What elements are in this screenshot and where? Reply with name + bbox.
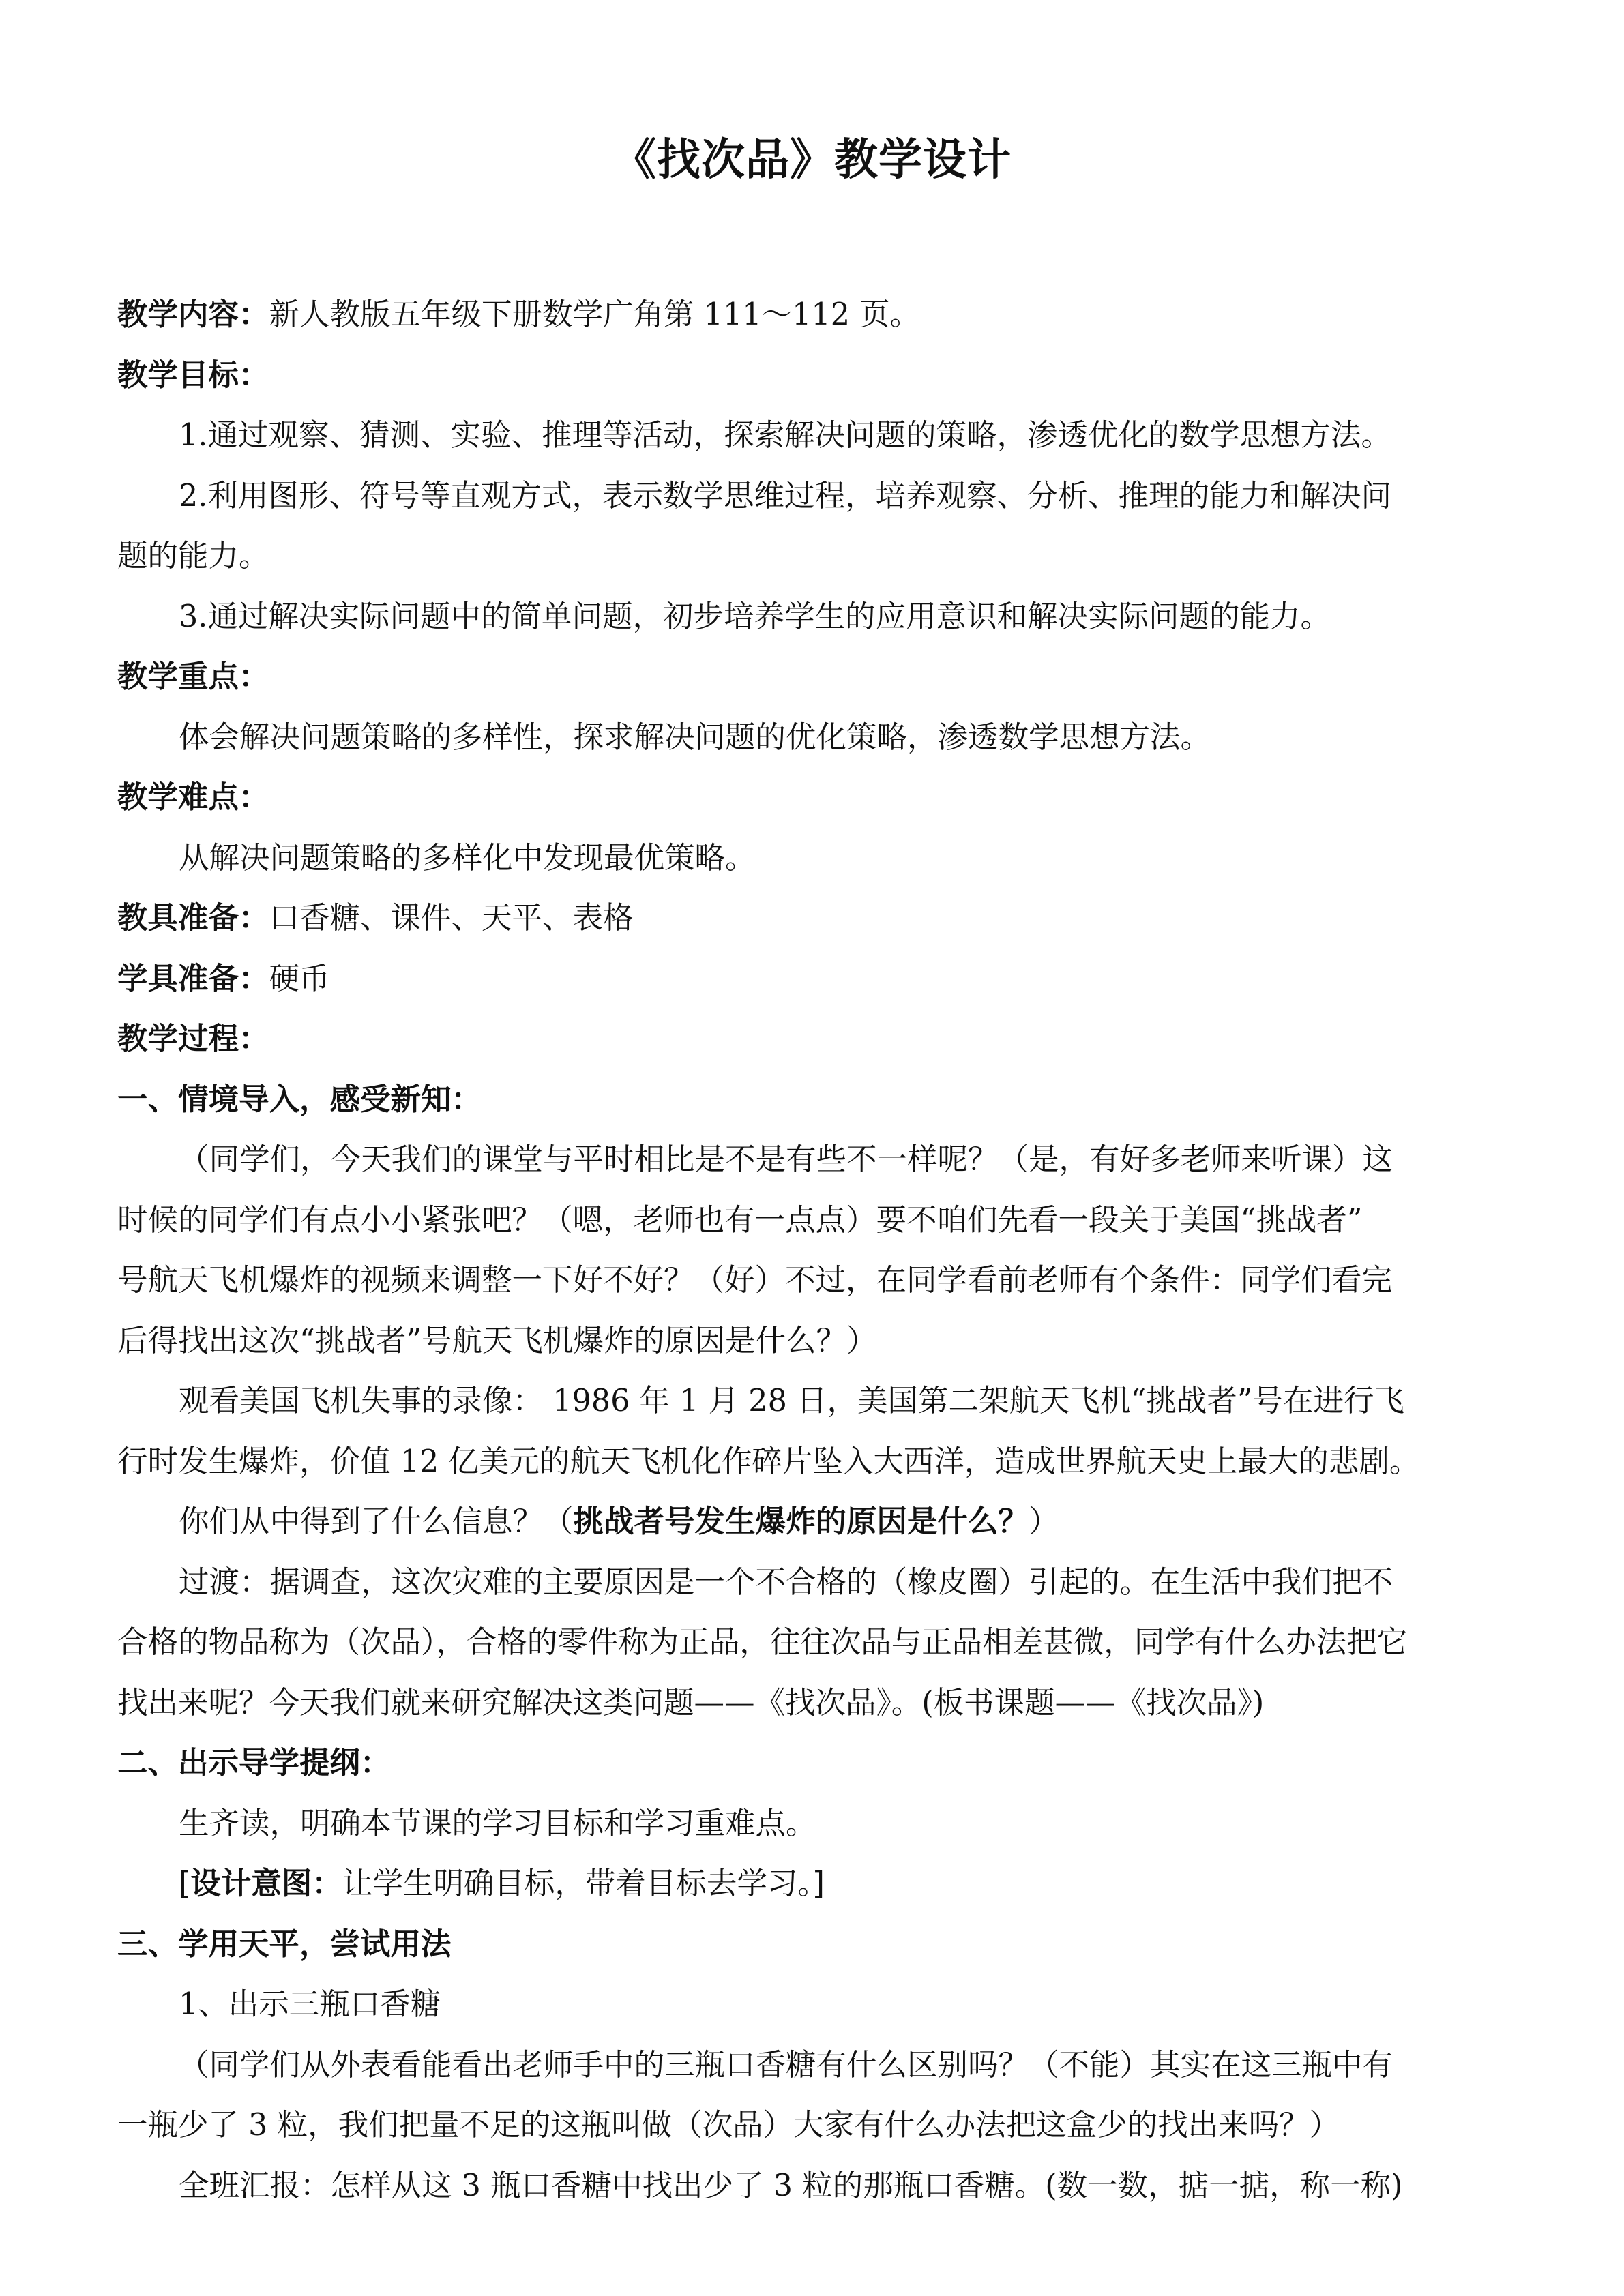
paragraph-report: 全班汇报：怎样从这 3 瓶口香糖中找出少了 3 粒的那瓶口香糖。(数一数，掂一掂，称一称) xyxy=(179,2168,1403,2203)
text-teaching-aids: 口香糖、课件、天平、表格 xyxy=(269,901,634,936)
question-text: 你们从中得到了什么信息？（ xyxy=(179,1504,574,1539)
paragraph-intro-1: （同学们，今天我们的课堂与平时相比是不是有些不一样呢？（是，有好多老师来听课）这 xyxy=(179,1142,1393,1177)
paragraph-goal-2-cont: 题的能力。 xyxy=(117,539,269,573)
heading-difficulties: 教学难点： xyxy=(117,780,269,815)
design-intent-open: [ xyxy=(179,1866,191,1901)
question-bold: 挑战者号发生爆炸的原因是什么？ xyxy=(573,1504,1029,1539)
label-teaching-aids: 教具准备： xyxy=(117,901,269,936)
paragraph-goal-2: 2.利用图形、符号等直观方式，表示数学思维过程，培养观察、分析、推理的能力和解决问 xyxy=(179,478,1391,513)
heading-section-2: 二、出示导学提纲： xyxy=(117,1746,391,1780)
paragraph-goal-1: 1.通过观察、猜测、实验、推理等活动，探索解决问题的策略，渗透优化的数学思想方法。 xyxy=(179,418,1391,453)
paragraph-key-points: 体会解决问题策略的多样性，探求解决问题的优化策略，渗透数学思想方法。 xyxy=(179,719,1211,755)
paragraph-goal-3: 3.通过解决实际问题中的简单问题，初步培养学生的应用意识和解决实际问题的能力。 xyxy=(179,599,1331,634)
heading-section-3: 三、学用天平，尝试用法 xyxy=(117,1926,452,1962)
paragraph-intro-4: 后得找出这次“挑战者”号航天飞机爆炸的原因是什么？） xyxy=(117,1323,877,1358)
document-body xyxy=(117,285,1509,2216)
paragraph-teaching-content xyxy=(117,285,1509,346)
heading-section-1: 一、情境导入，感受新知： xyxy=(117,1082,482,1117)
paragraph-gum-2: 一瓶少了 3 粒，我们把量不足的这瓶叫做（次品）大家有什么办法把这盒少的找出来吗？） xyxy=(117,2108,1340,2143)
paragraph-read: 生齐读，明确本节课的学习目标和学习重难点。 xyxy=(179,1806,816,1841)
paragraph-step-1: 1、出示三瓶口香糖 xyxy=(179,1987,441,2022)
document-title: 《找次品》教学设计 xyxy=(612,135,1012,185)
paragraph-gum-1: （同学们从外表看能看出老师手中的三瓶口香糖有什么区别吗？（不能）其实在这三瓶中有 xyxy=(179,2047,1393,2083)
paragraph-transition-2: 合格的物品称为（次品），合格的零件称为正品，往往次品与正品相差甚微，同学有什么办法把它 xyxy=(117,1625,1408,1660)
paragraph-intro-2: 时候的同学们有点小小紧张吧？（嗯，老师也有一点点）要不咱们先看一段关于美国“挑战者” xyxy=(117,1202,1363,1238)
paragraph-design-intent xyxy=(117,1854,1509,1915)
heading-teaching-goals: 教学目标： xyxy=(117,357,269,393)
paragraph-intro-3: 号航天飞机爆炸的视频来调整一下好不好？（好）不过，在同学看前老师有个条件：同学们看完 xyxy=(117,1263,1393,1298)
label-student-aids: 学具准备： xyxy=(117,961,269,996)
text-student-aids: 硬币 xyxy=(269,961,330,996)
label-teaching-content: 教学内容： xyxy=(117,297,269,332)
paragraph-transition-1: 过渡：据调查，这次灾难的主要原因是一个不合格的（橡皮圈）引起的。在生活中我们把不 xyxy=(179,1564,1393,1600)
heading-key-points: 教学重点： xyxy=(117,659,269,694)
design-intent-label: 设计意图： xyxy=(190,1866,342,1901)
question-end: ） xyxy=(1029,1504,1059,1539)
paragraph-teaching-aids xyxy=(117,889,1509,949)
paragraph-difficulties: 从解决问题策略的多样化中发现最优策略。 xyxy=(179,840,756,876)
design-intent-text: 让学生明确目标，带着目标去学习。] xyxy=(342,1866,825,1901)
text-teaching-content: 新人教版五年级下册数学广角第 111～112 页。 xyxy=(269,297,921,332)
paragraph-student-aids xyxy=(117,949,1509,1010)
paragraph-transition-3: 找出来呢？今天我们就来研究解决这类问题——《找次品》。(板书课题——《找次品》) xyxy=(117,1685,1265,1720)
heading-teaching-process: 教学过程： xyxy=(117,1022,269,1056)
paragraph-question xyxy=(117,1492,1509,1553)
paragraph-video-2: 行时发生爆炸，价值 12 亿美元的航天飞机化作碎片坠入大西洋，造成世界航天史上最大的悲剧。 xyxy=(117,1444,1420,1479)
paragraph-video-1: 观看美国飞机失事的录像： 1986 年 1 月 28 日，美国第二架航天飞机“挑战者”号在进行飞 xyxy=(179,1384,1405,1418)
